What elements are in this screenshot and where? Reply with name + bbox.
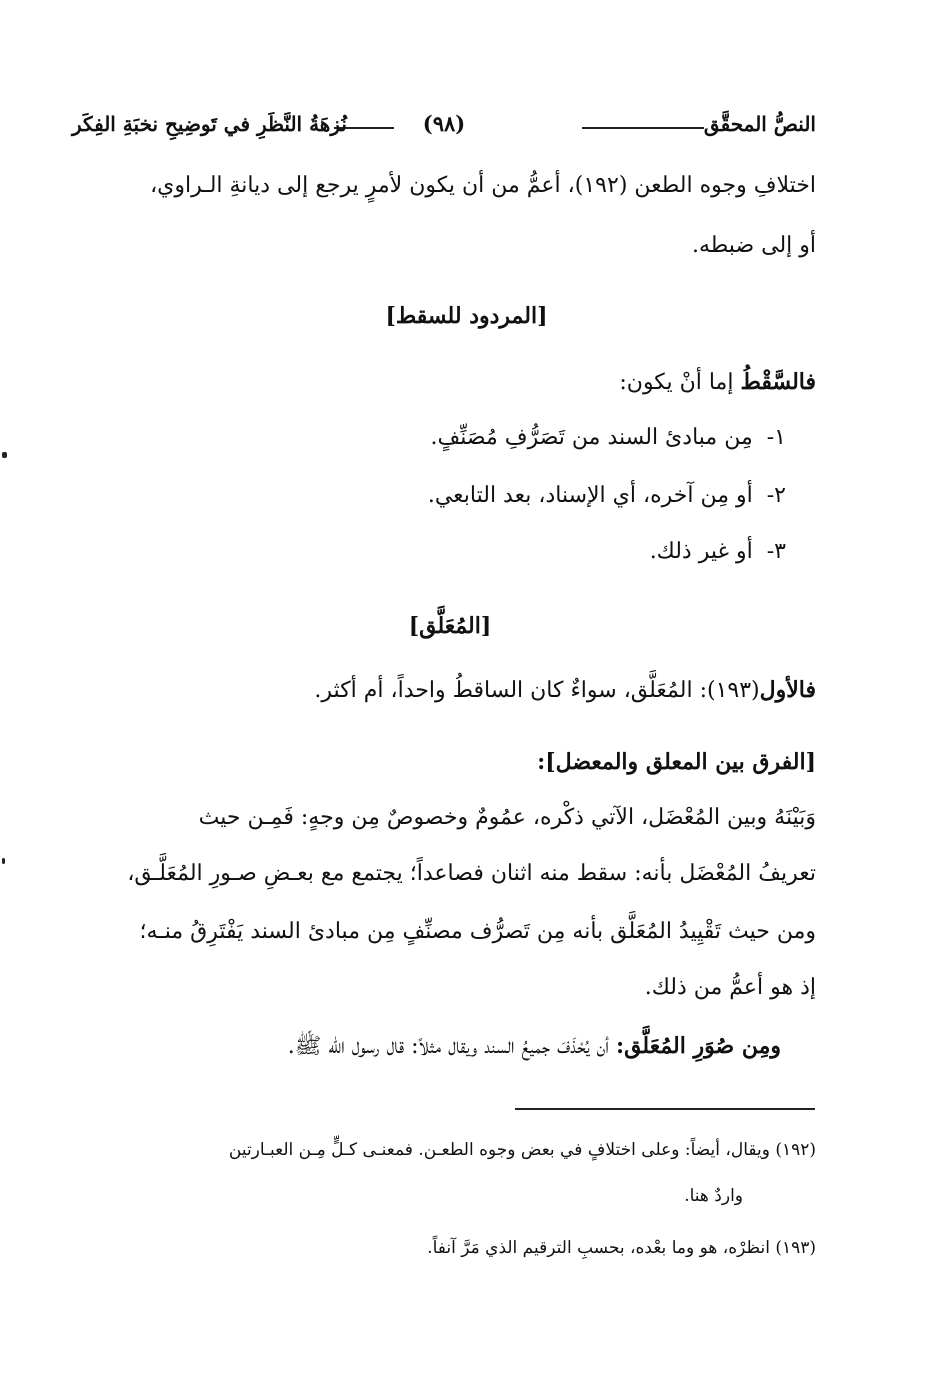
footnote-192-line-2: واردٌ هنا. bbox=[684, 1186, 743, 1206]
list-item-text: أو غير ذلك. bbox=[649, 539, 753, 564]
muallaq-forms-text: أن يُحْذَفَ جميعُ السند ويقال مثلاً: قال رسول الله ﷺ. bbox=[287, 1034, 616, 1059]
section-heading-muallaq: [المُعَلَّق] bbox=[408, 613, 492, 639]
saqt-keyword: فالسَّقْطُ bbox=[740, 369, 816, 395]
muallaq-text: (١٩٣): المُعَلَّق، سواءٌ كان الساقطُ واحداً، أم أكثر. bbox=[314, 678, 760, 703]
section-heading-difference: [الفرق بين المعلق والمعضل]: bbox=[537, 749, 816, 775]
intro-line-2: أو إلى ضبطه. bbox=[691, 233, 816, 258]
list-item bbox=[650, 532, 786, 572]
saqt-intro-text: إما أنْ يكون: bbox=[619, 370, 741, 395]
paragraph-line: تعريفُ المُعْضَل بأنه: سقط منه اثنان فصاعداً؛ يجتمع مع بعـضِ صـورِ المُعَلَّـق، bbox=[127, 861, 816, 886]
footnote-193: (١٩٣) انظرْه، هو وما بعْده، بحسبِ الترقيم الذي مَرَّ آنفاً. bbox=[427, 1238, 816, 1258]
list-item-number: ٢- bbox=[766, 483, 786, 508]
header-section-title: النصُّ المحقَّق bbox=[703, 112, 816, 136]
header-rule-right bbox=[582, 127, 704, 129]
list-item-text: أو مِن آخره، أي الإسناد، بعد التابعي. bbox=[427, 483, 753, 508]
header-book-title: نُزهَةُ النَّظَرِ في تَوضِيحِ نخبَةِ الفِكَر bbox=[72, 112, 347, 136]
list-item-number: ٣- bbox=[766, 539, 786, 564]
footnote-192-line-1: (١٩٢) ويقال، أيضاً: وعلى اختلافٍ في بعض وجوه الطعـن. فمعنـى كـلٍّ مِـن العبـارتين bbox=[228, 1140, 816, 1160]
list-item bbox=[431, 418, 786, 458]
muallaq-keyword: فالأول bbox=[759, 677, 816, 703]
paragraph-line: وَبَيْنَهُ وبين المُعْضَل، الآتي ذكْره، عمُومٌ وخصوصٌ مِن وجهٍ: فَمِـن حيث bbox=[198, 805, 816, 830]
scan-mark bbox=[2, 452, 7, 458]
scan-mark bbox=[2, 858, 5, 864]
list-item-number: ١- bbox=[766, 425, 786, 450]
paragraph-line: إذ هو أعمُّ من ذلك. bbox=[644, 975, 816, 1000]
list-item bbox=[428, 476, 786, 516]
section-heading-saqt: [المردود للسقط] bbox=[385, 303, 548, 329]
intro-line-1: اختلافِ وجوه الطعن (١٩٢)، أعمُّ من أن يكون لأمرٍ يرجع إلى ديانةِ الـراوي، bbox=[150, 173, 816, 198]
list-item-text: مِن مبادئ السند من تَصَرُّفِ مُصَنِّفٍ. bbox=[430, 425, 753, 450]
running-header bbox=[72, 104, 816, 144]
muallaq-forms-keyword: ومِن صُوَرِ المُعَلَّق: bbox=[615, 1033, 781, 1059]
muallaq-definition bbox=[314, 670, 816, 711]
paragraph-line: ومن حيث تَقْيِيدُ المُعَلَّق بأنه مِن تَصرُّف مصنِّفٍ مِن مبادئ السند يَفْتَرِقُ منـه؛ bbox=[139, 919, 816, 944]
footnote-separator bbox=[515, 1108, 815, 1110]
page-number: (٩٨) bbox=[422, 111, 466, 136]
saqt-intro bbox=[619, 362, 816, 403]
muallaq-forms-line bbox=[288, 1026, 781, 1067]
